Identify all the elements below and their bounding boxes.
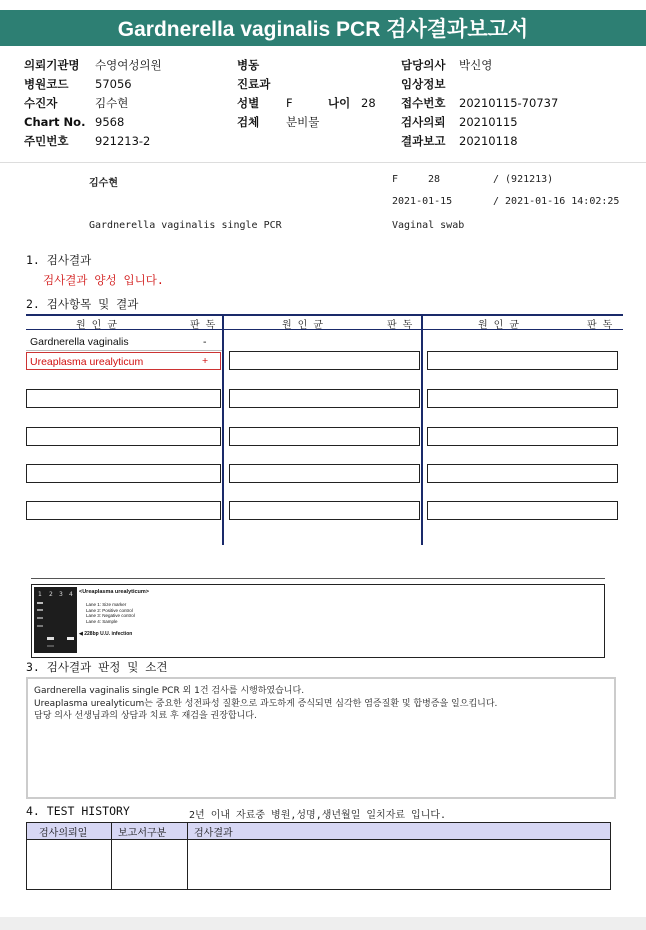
- organism-name: Gardnerella vaginalis: [30, 336, 129, 348]
- history-table: [26, 822, 611, 890]
- col-judge-header-1: 판 독: [190, 320, 216, 331]
- age-value: 28: [361, 96, 376, 110]
- header-col1-values: [95, 58, 162, 153]
- gel-legend-item: Lane 2: Positive control: [86, 607, 133, 613]
- header-col3-values: [459, 58, 558, 153]
- gel-caption: <Ureaplasma urealyticum>: [79, 589, 150, 595]
- hospital-code-value: 57056: [95, 77, 132, 91]
- organism-result-positive: +: [202, 355, 209, 367]
- empty-cell: [26, 427, 221, 446]
- gel-legend: [86, 602, 135, 624]
- col-organism-header-1: 원 인 균: [76, 320, 118, 331]
- receipt-no-label: 접수번호: [401, 96, 446, 110]
- header-col1: [24, 58, 85, 153]
- history-cell: [27, 840, 112, 890]
- history-col-report-type: 보고서구분: [112, 823, 188, 840]
- result-text: 검사결과 양성 입니다.: [43, 273, 164, 287]
- col-organism-header-2: 원 인 균: [282, 320, 324, 331]
- col-judge-header-3: 판 독: [587, 320, 613, 331]
- organism-result: -: [203, 336, 207, 348]
- summary-sex: F: [392, 174, 399, 185]
- history-note: 2년 이내 자료중 병원,성명,생년월일 일치자료 입니다.: [189, 810, 447, 821]
- page-footer-bar: [0, 917, 646, 930]
- specimen-label: 검체: [237, 115, 260, 129]
- header-col2: [237, 58, 270, 134]
- history-col-result: 검사결과: [188, 823, 611, 840]
- gel-image: [34, 587, 77, 653]
- lane-label: 4: [69, 591, 73, 598]
- clinical-info-value: [459, 77, 558, 96]
- history-cell: [112, 840, 188, 890]
- empty-cell: [427, 389, 618, 408]
- gel-band-annotation: [79, 631, 132, 637]
- summary-request-date: 2021-01-15: [392, 196, 453, 207]
- request-date-value: 20210115: [459, 115, 518, 129]
- ward-label: 병동: [237, 58, 260, 72]
- hospital-code-label: 병원코드: [24, 77, 69, 91]
- summary-name: 김수현: [89, 178, 118, 189]
- hospital-label: 의뢰기관명: [24, 58, 80, 72]
- gel-legend-item: Lane 1: Size marker: [86, 602, 127, 607]
- summary-age: 28: [428, 174, 441, 185]
- history-col-request-date: 검사의뢰일: [27, 823, 112, 840]
- resident-no-value: 921213-2: [95, 134, 151, 148]
- chart-no-value: 9568: [95, 115, 125, 129]
- sex-label: 성별: [237, 96, 260, 110]
- header-divider: [0, 162, 646, 163]
- results-col-divider-1: [222, 314, 224, 545]
- history-row-empty: [27, 840, 611, 890]
- patient-value: 김수현: [95, 96, 129, 110]
- doctor-value: 박신영: [459, 58, 493, 72]
- empty-cell: [427, 464, 618, 483]
- empty-cell: [26, 501, 221, 520]
- gel-band-label: 228bp U.U. infection: [84, 631, 133, 637]
- gel-bands-graphic: [34, 587, 77, 653]
- opinion-line: Ureaplasma urealyticum는 중요한 성전파성 질환으로 과도하게 증식되면 심각한 염증질환 및 합병증을 일으킵니다.: [34, 698, 498, 709]
- doctor-label: 담당의사: [401, 58, 446, 72]
- empty-cell: [26, 464, 221, 483]
- report-date-label: 결과보고: [401, 134, 446, 148]
- empty-cell: [229, 351, 420, 370]
- col-judge-header-2: 판 독: [387, 320, 413, 331]
- gel-legend-item: Lane 4: Sample: [86, 618, 118, 624]
- section2-heading: 2. 검사항목 및 결과: [26, 297, 139, 311]
- summary-test-name: Gardnerella vaginalis single PCR: [89, 220, 282, 231]
- lane-label: 1: [38, 591, 42, 598]
- section1-heading: 1. 검사결과: [26, 253, 92, 267]
- summary-report-datetime: / 2021-01-16 14:02:25: [493, 196, 620, 207]
- results-col-divider-2: [421, 314, 423, 545]
- specimen-value: 분비물: [286, 115, 320, 129]
- organism-name-positive: Ureaplasma urealyticum: [30, 356, 144, 368]
- empty-cell: [427, 351, 618, 370]
- empty-cell: [427, 427, 618, 446]
- opinion-line: 담당 의사 선생님과의 상담과 치료 후 재검을 권장합니다.: [34, 711, 257, 721]
- opinion-line: Gardnerella vaginalis single PCR 외 1건 검사를 시행하였습니다.: [34, 686, 305, 696]
- header-col3: [401, 58, 445, 153]
- empty-cell: [229, 501, 420, 520]
- request-date-label: 검사의뢰: [401, 115, 446, 129]
- clinical-info-label: 임상정보: [401, 77, 446, 91]
- section4-heading: 4. TEST HISTORY: [26, 804, 130, 818]
- summary-id: / (921213): [493, 174, 554, 185]
- empty-cell: [229, 389, 420, 408]
- resident-no-label: 주민번호: [24, 134, 69, 148]
- sex-value: F: [286, 96, 293, 110]
- report-date-value: 20210118: [459, 134, 518, 148]
- gel-panel-top-line: [31, 578, 605, 579]
- patient-label: 수진자: [24, 96, 58, 110]
- row-divider: [26, 350, 222, 351]
- age-label: 나이: [328, 96, 351, 110]
- department-label: 진료과: [237, 77, 271, 91]
- history-cell: [188, 840, 611, 890]
- empty-cell: [229, 427, 420, 446]
- arrow-left-icon: ◀: [79, 631, 85, 637]
- receipt-no-value: 20210115-70737: [459, 96, 559, 110]
- summary-specimen: Vaginal swab: [392, 220, 465, 231]
- empty-cell: [26, 389, 221, 408]
- opinion-box: [26, 677, 616, 799]
- col-organism-header-3: 원 인 균: [478, 320, 520, 331]
- lane-label: 3: [59, 591, 63, 598]
- hospital-value: 수영여성의원: [95, 58, 162, 72]
- report-title: Gardnerella vaginalis PCR 검사결과보고서: [0, 10, 646, 46]
- section3-heading: 3. 검사결과 판정 및 소견: [26, 660, 168, 674]
- empty-cell: [427, 501, 618, 520]
- gel-legend-item: Lane 3: Negative control: [86, 613, 135, 618]
- chart-no-label: Chart No.: [24, 115, 86, 129]
- empty-cell: [229, 464, 420, 483]
- history-table-header: [27, 823, 611, 840]
- lane-label: 2: [49, 591, 53, 598]
